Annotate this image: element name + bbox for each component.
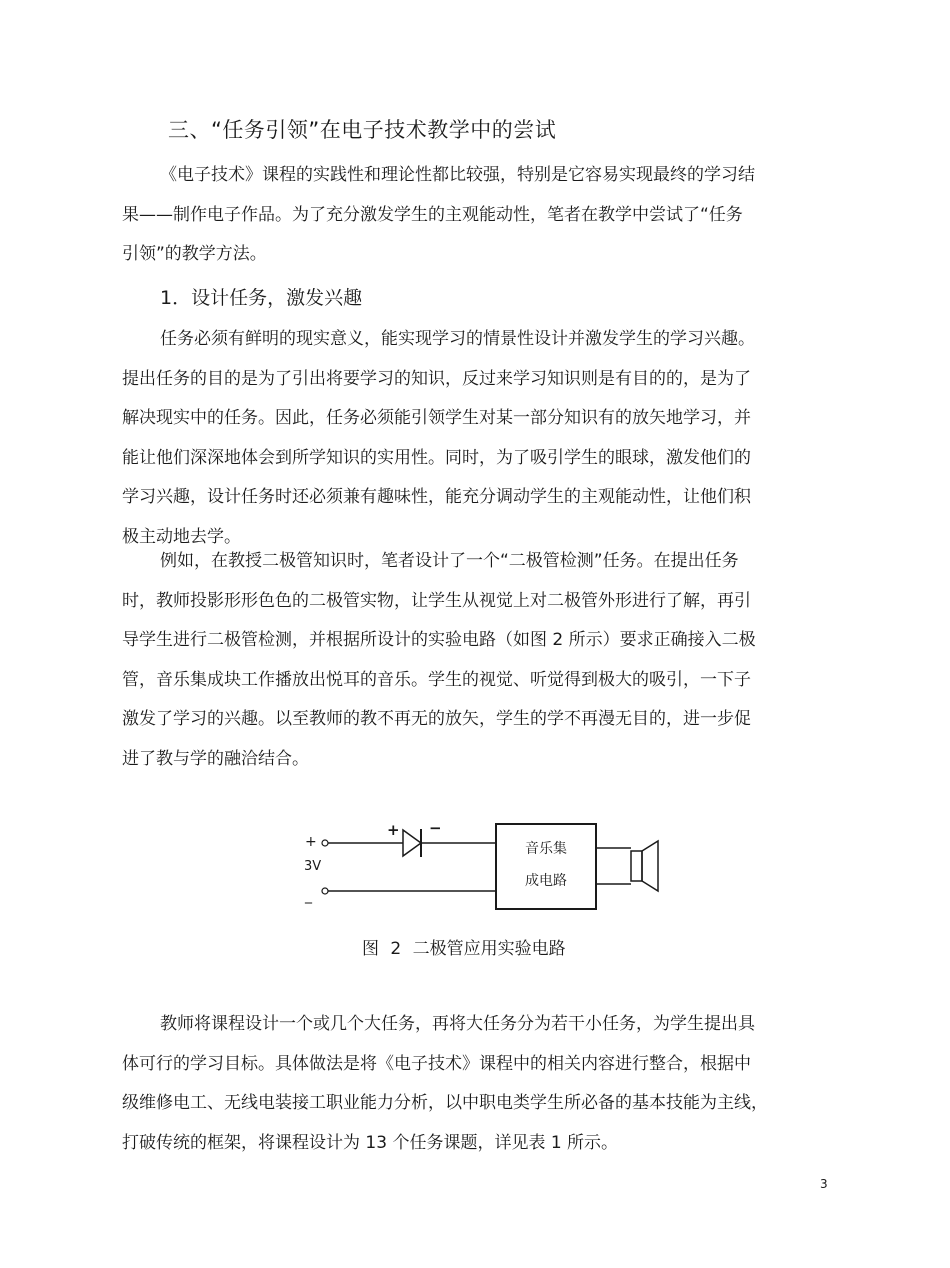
diode-minus-label: − [429,819,442,837]
ic-label-line2: 成电路 [525,873,567,889]
text-line: 解决现实中的任务。因此，任务必须能引领学生对某一部分知识有的放矢地学习，并 [122,408,751,428]
text-line: 能让他们深深地体会到所学知识的实用性。同时，为了吸引学生的眼球，激发他们的 [122,447,751,468]
text-line: 例如，在教授二极管知识时，笔者设计了一个“二极管检测”任务。在提出任务 [160,551,739,571]
text-line: 学习兴趣，设计任务时还必须兼有趣味性，能充分调动学生的主观能动性，让他们积 [122,487,751,507]
text-line: 引领”的教学方法。 [122,244,267,264]
text-line: 任务必须有鲜明的现实意义，能实现学习的情景性设计并激发学生的学习兴趣。 [160,329,755,349]
music-ic-box [496,824,596,909]
diode-symbol [403,830,421,856]
speaker-icon [642,841,658,891]
speaker-magnet [631,851,642,881]
paragraph-intro [122,156,822,275]
diode-plus-label: + [387,821,400,839]
minus-terminal-label: _ [305,888,312,904]
text-line: 打破传统的框架，将课程设计为 13 个任务课题，详见表 1 所示。 [122,1132,619,1153]
paragraph-task-design [122,320,822,557]
voltage-label: 3V [304,859,322,874]
text-line: 《电子技术》课程的实践性和理论性都比较强，特别是它容易实现最终的学习结 [160,165,755,185]
text-line: 导学生进行二极管检测，并根据所设计的实验电路（如图 2 所示）要求正确接入二极 [122,630,756,650]
figure-caption: 图 2 二极管应用实验电路 [362,939,566,959]
page-number: 3 [820,1177,828,1191]
paragraph-course-design [122,1005,822,1163]
text-line: 管，音乐集成块工作播放出悦耳的音乐。学生的视觉、听觉得到极大的吸引，一下子 [122,669,751,690]
terminal-bottom [322,888,328,894]
subheading: 1．设计任务，激发兴趣 [160,287,363,309]
text-line: 级维修电工、无线电装接工职业能力分析，以中职电类学生所必备的基本技能为主线， [122,1093,768,1113]
plus-terminal-label: + [305,834,317,850]
section-title: 三、“任务引领”在电子技术教学中的尝试 [168,118,557,142]
paragraph-example [122,542,822,779]
text-line: 教师将课程设计一个或几个大任务，再将大任务分为若干小任务，为学生提出具 [160,1014,755,1034]
text-line: 极主动地去学。 [122,526,241,547]
ic-label-line1: 音乐集 [525,841,567,857]
text-line: 体可行的学习目标。具体做法是将《电子技术》课程中的相关内容进行整合，根据中 [122,1053,751,1074]
circuit-diagram [295,818,675,918]
text-line: 时，教师投影形形色色的二极管实物，让学生从视觉上对二极管外形进行了解，再引 [122,590,751,611]
text-line: 激发了学习的兴趣。以至教师的教不再无的放矢，学生的学不再漫无目的，进一步促 [122,709,751,729]
text-line: 提出任务的目的是为了引出将要学习的知识，反过来学习知识则是有目的的，是为了 [122,368,751,389]
text-line: 果——制作电子作品。为了充分激发学生的主观能动性，笔者在教学中尝试了“任务 [122,204,743,225]
text-line: 进了教与学的融洽结合。 [122,748,309,769]
terminal-top [322,840,328,846]
